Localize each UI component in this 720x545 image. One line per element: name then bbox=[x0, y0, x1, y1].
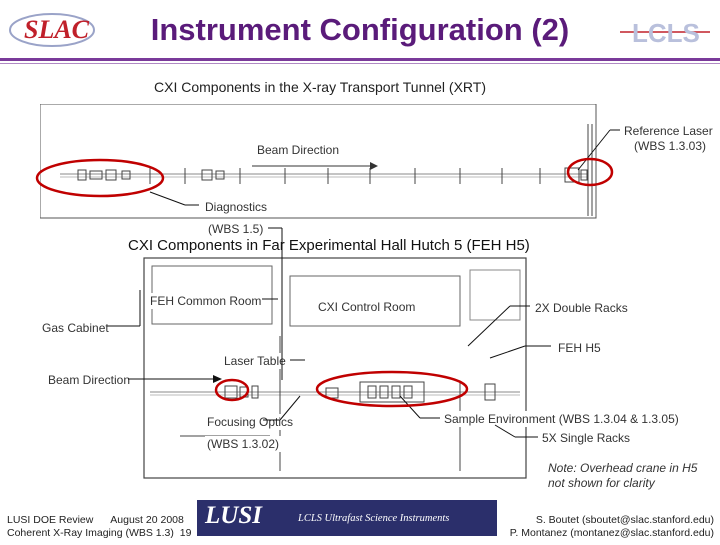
single-racks-label: 5X Single Racks bbox=[542, 431, 631, 445]
svg-text:LCLS: LCLS bbox=[632, 18, 700, 48]
title-divider-thin bbox=[0, 63, 720, 64]
laser-table-label: Laser Table bbox=[224, 354, 286, 368]
crane-note-2: not shown for clarity bbox=[548, 476, 655, 490]
feh-drawing bbox=[140, 256, 530, 482]
crane-note-1: Note: Overhead crane in H5 bbox=[548, 461, 698, 475]
xrt-beam-direction: Beam Direction bbox=[257, 143, 340, 157]
double-racks-label: 2X Double Racks bbox=[535, 301, 628, 315]
footer-right-1: S. Boutet (sboutet@slac.stanford.edu) bbox=[535, 514, 714, 526]
footer-left-1: LUSI DOE Review August 20 2008 bbox=[7, 514, 184, 526]
reference-laser-label-2: (WBS 1.3.03) bbox=[634, 139, 707, 153]
feh-h5-label: FEH H5 bbox=[558, 341, 601, 355]
xrt-heading: CXI Components in the X-ray Transport Tunnel (XRT) bbox=[154, 79, 486, 95]
reference-laser-label-1: Reference Laser bbox=[624, 124, 713, 138]
sample-environment-label: Sample Environment (WBS 1.3.04 & 1.3.05) bbox=[444, 412, 679, 426]
footer-left-2: Coherent X-Ray Imaging (WBS 1.3) 19 bbox=[7, 527, 192, 539]
svg-text:SLAC: SLAC bbox=[24, 15, 90, 44]
feh-common-room-label: FEH Common Room bbox=[150, 294, 262, 308]
diagnostics-label-2: (WBS 1.5) bbox=[208, 222, 264, 236]
focusing-optics-label-1: Focusing Optics bbox=[207, 415, 294, 429]
feh-beam-direction: Beam Direction bbox=[48, 373, 131, 387]
page-title: Instrument Configuration (2) bbox=[150, 12, 570, 47]
diagnostics-label-1: Diagnostics bbox=[205, 200, 268, 214]
feh-heading: CXI Components in Far Experimental Hall Hutch 5 (FEH H5) bbox=[128, 237, 530, 254]
cxi-control-room-label: CXI Control Room bbox=[318, 300, 416, 314]
lusi-logo: LUSI bbox=[205, 502, 262, 529]
xrt-beam-arrow bbox=[250, 158, 380, 168]
focusing-optics-label-2: (WBS 1.3.02) bbox=[207, 437, 280, 451]
banner-text: LCLS Ultrafast Science Instruments bbox=[298, 513, 450, 524]
title-divider bbox=[0, 58, 720, 61]
gas-cabinet-label: Gas Cabinet bbox=[42, 321, 109, 335]
footer-right-2: P. Montanez (montanez@slac.stanford.edu) bbox=[509, 527, 714, 539]
